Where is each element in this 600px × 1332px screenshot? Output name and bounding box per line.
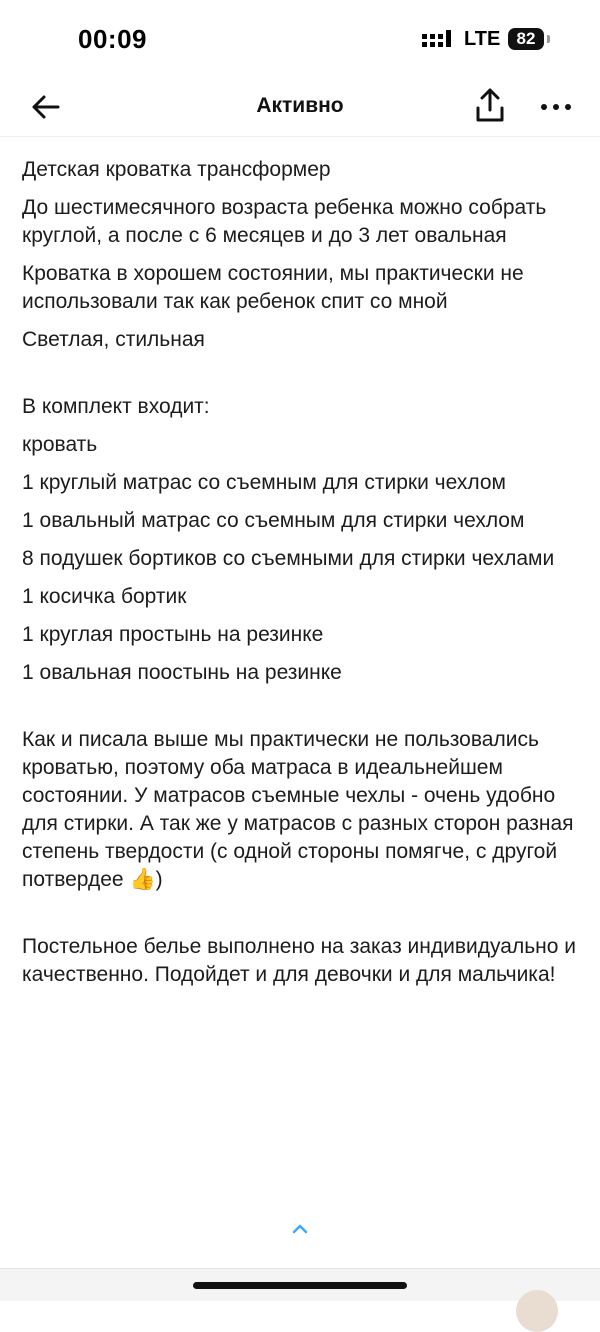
description-line: Светлая, стильная — [22, 328, 205, 351]
description-line: Детская кроватка трансформер — [22, 158, 331, 181]
description-line: 1 овальная поостынь на резинке — [22, 661, 342, 684]
description-line: До шестимесячного возраста ребенка можно собрать круглой, а после с 6 месяцев и до 3 лет овальная — [22, 196, 547, 247]
more-horizontal-icon[interactable] — [536, 90, 576, 124]
battery-icon — [547, 35, 550, 43]
description-line: Постельное белье выполнено на заказ индивидуально и качественно. Подойдет и для девочки и для мальчика! — [22, 935, 576, 986]
share-icon[interactable] — [472, 86, 508, 126]
navigation-bar — [0, 78, 600, 137]
description-line: В комплект входит: — [22, 395, 210, 418]
chevron-up-icon[interactable] — [290, 1222, 310, 1236]
description-line: 1 косичка бортик — [22, 585, 187, 608]
page-title: Активно — [256, 94, 344, 117]
avatar[interactable] — [516, 1290, 558, 1332]
description-line: 1 круглая простынь на резинке — [22, 623, 324, 646]
description-line: 1 круглый матрас со съемным для стирки чехлом — [22, 471, 506, 494]
description-line: 1 овальный матрас со съемным для стирки чехлом — [22, 509, 525, 532]
status-time: 00:09 — [78, 24, 147, 54]
network-type: LTE — [464, 28, 501, 50]
status-bar — [0, 0, 600, 80]
description-line: Как и писала выше мы практически не пользовались кроватью, поэтому оба матраса в идеальнейшем состоянии. У матрасов съемные чехлы - очень удобно для стирки. А так же у матрасов с разных сторон разная степень твердости (с одной стороны помягче, с другой потвердее 👍) — [22, 728, 574, 891]
signal-icon — [422, 30, 456, 50]
listing-description — [22, 156, 582, 989]
description-line: Кроватка в хорошем состоянии, мы практически не использовали так как ребенок спит со мной — [22, 262, 524, 313]
description-line: кровать — [22, 433, 98, 456]
description-line: 8 подушек бортиков со съемными для стирки чехлами — [22, 547, 555, 570]
battery-level: 82 — [508, 28, 544, 50]
home-indicator — [193, 1282, 407, 1289]
